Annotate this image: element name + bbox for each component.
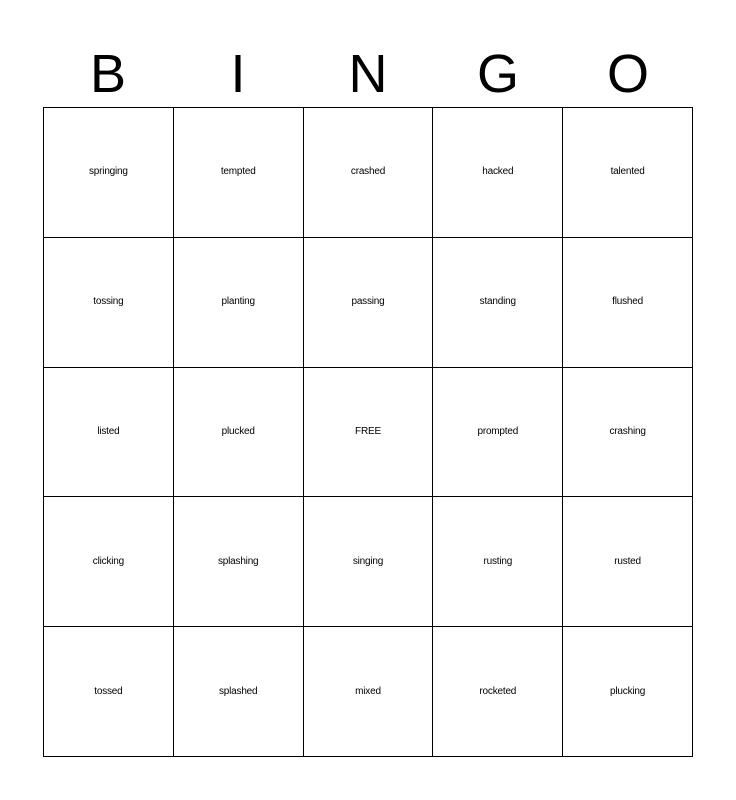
bingo-cell: planting: [174, 238, 304, 368]
bingo-cell: talented: [563, 108, 693, 238]
bingo-cell: clicking: [44, 497, 174, 627]
bingo-cell: flushed: [563, 238, 693, 368]
bingo-cell: rocketed: [433, 627, 563, 757]
header-letter-i: I: [230, 44, 246, 104]
bingo-cell: singing: [304, 497, 434, 627]
free-space: FREE: [304, 368, 434, 498]
bingo-cell: listed: [44, 368, 174, 498]
bingo-cell: mixed: [304, 627, 434, 757]
header-letter-b: B: [89, 44, 127, 104]
bingo-cell: prompted: [433, 368, 563, 498]
bingo-cell: plucking: [563, 627, 693, 757]
bingo-cell: standing: [433, 238, 563, 368]
bingo-cell: passing: [304, 238, 434, 368]
bingo-cell: rusted: [563, 497, 693, 627]
header-letter-n: N: [348, 44, 388, 104]
bingo-cell: splashed: [174, 627, 304, 757]
bingo-cell: springing: [44, 108, 174, 238]
bingo-cell: crashed: [304, 108, 434, 238]
bingo-header: [43, 42, 693, 106]
bingo-grid: [43, 107, 693, 757]
header-letter-g: G: [476, 44, 519, 104]
bingo-cell: plucked: [174, 368, 304, 498]
bingo-cell: rusting: [433, 497, 563, 627]
header-letter-o: O: [606, 44, 649, 104]
bingo-cell: tossing: [44, 238, 174, 368]
bingo-cell: tossed: [44, 627, 174, 757]
bingo-cell: splashing: [174, 497, 304, 627]
bingo-cell: hacked: [433, 108, 563, 238]
bingo-cell: tempted: [174, 108, 304, 238]
bingo-cell: crashing: [563, 368, 693, 498]
